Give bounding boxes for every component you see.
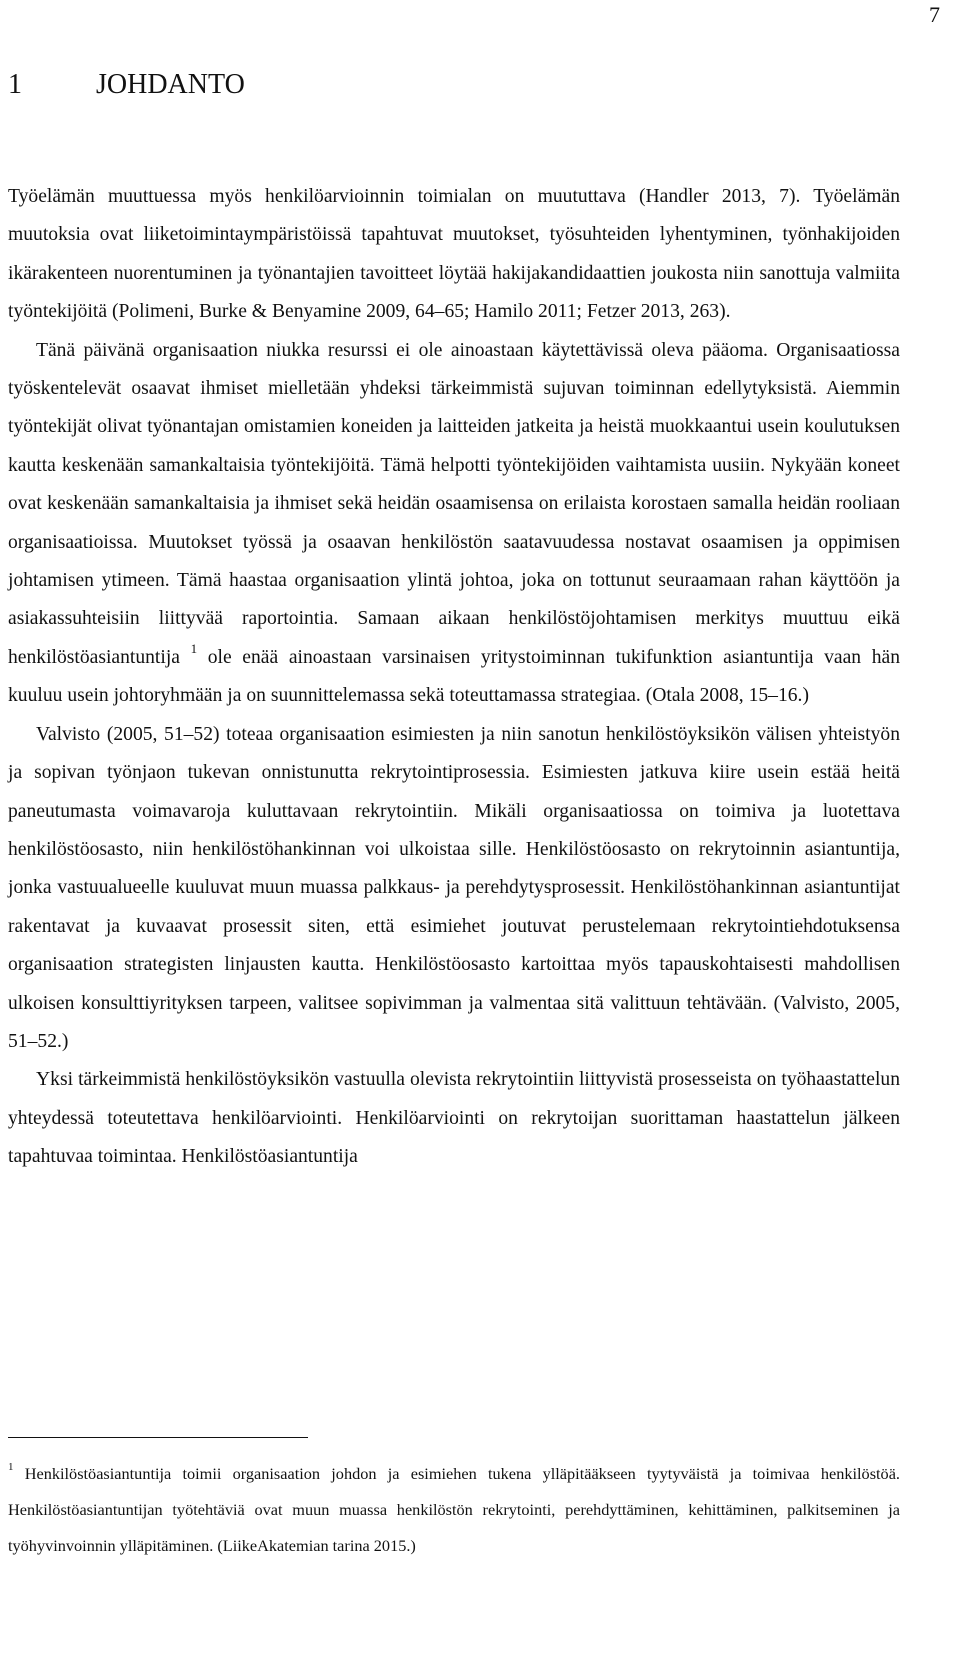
- footnote: [8, 1456, 900, 1564]
- page-number: 7: [929, 2, 940, 27]
- chapter-heading: [8, 68, 245, 102]
- chapter-number: 1: [8, 69, 22, 100]
- footnote-text: Henkilöstöasiantuntija toimii organisaation johdon ja esimiehen tukena ylläpitääkseen tyytyväistä ja toimivaa henkilöstöä. Henkilöstöasiantuntijan työtehtäviä ovat muun muassa henkilöstön rekrytointi, perehdyttäminen, kehittäminen, palkitseminen ja työhyvinvoinnin ylläpitäminen. (LiikeAkatemian tarina 2015.): [8, 1464, 900, 1555]
- footnote-separator: [8, 1437, 308, 1438]
- paragraph-3: Valvisto (2005, 51–52) toteaa organisaation esimiesten ja niin sanotun henkilöstöyksikön välisen yhteistyön ja sopivan työnjaon tukevan onnistunutta rekrytointiprosessia. Esimiesten jatkuva kiire usein estää heitä paneutumasta voimavaroja kuluttavaan rekrytointiin. Mikäli organisaatiossa on toimiva ja luotettava henkilöstöosasto, niin henkilöstöhankinnan voi ulkoistaa sille. Henkilöstöosasto on rekrytoinnin asiantuntija, jonka vastuualueelle kuuluvat muun muassa palkkaus- ja perehdytysprosessit. Henkilöstöhankinnan asiantuntijat rakentavat ja kuvaavat prosessit siten, että esimiehet joutuvat perustelemaan rekrytointiehdotuksensa organisaation strategisten linjausten kautta. Henkilöstöosasto kartoittaa myös tapauskohtaisesti mahdollisen ulkoisen konsulttiyrityksen tarpeen, valitsee sopivimman ja valmentaa sitä valittuun tehtävään. (Valvisto, 2005, 51–52.): [8, 723, 900, 1052]
- paragraph-2-text: Tänä päivänä organisaation niukka resurssi ei ole ainoastaan käytettävissä oleva pääoma. Organisaatiossa työskentelevät osaavat ihmiset mielletään yhdeksi tärkeimmistä sujuvan toiminnan edellytyksistä. Aiemmin työntekijät olivat työnantajan omistamien koneiden ja laitteiden jatkeita ja heistä muokkaantui usein koulutuksen kautta keskenään samankaltaisia työntekijöitä. Tämä helpotti työntekijöiden vaihtamista uusiin. Nykyään koneet ovat keskenään samankaltaisia ja ihmiset sekä heidän osaamisensa on erilaista korostaen samalla heidän rooliaan organisaatioissa. Muutokset työssä ja osaavan henkilöstön saatavuudessa nostavat osaamisen ja oppimisen johtamisen ytimeen. Tämä haastaa organisaation ylintä johtoa, joka on tottunut seuraamaan rahan käyttöön ja asiakassuhteisiin liittyvää raportointia. Samaan aikaan henkilöstöjohtamisen merkitys muuttuu eikä henkilöstöasiantuntija: [8, 339, 900, 668]
- chapter-title: JOHDANTO: [96, 69, 245, 100]
- footnote-marker: 1: [8, 1460, 14, 1473]
- footnote-reference: 1: [190, 641, 198, 657]
- paragraph-4: Yksi tärkeimmistä henkilöstöyksikön vastuulla olevista rekrytointiin liittyvistä prosesseista on työhaastattelun yhteydessä toteutettava henkilöarviointi. Henkilöarviointi on rekrytoijan suorittaman haastattelun jälkeen tapahtuvaa toimintaa. Henkilöstöasiantuntija: [8, 1069, 900, 1168]
- paragraph-2: [8, 332, 900, 716]
- body-text: [8, 178, 900, 1177]
- paragraph-2-text-continued: ole enää ainoastaan varsinaisen yritystoiminnan tukifunktion asiantuntija vaan hän kuuluu usein johtoryhmään ja on suunnittelemassa sekä toteuttamassa strategiaa. (Otala 2008, 15–16.): [8, 646, 901, 707]
- paragraph-1: Työelämän muuttuessa myös henkilöarvioinnin toimialan on muututtava (Handler 2013, 7). Työelämän muutoksia ovat liiketoimintaympäristöissä tapahtuvat muutokset, työsuhteiden lyhentyminen, työnhakijoiden ikärakenteen nuorentuminen ja työnantajien tavoitteet löytää hakijakandidaattien joukosta niin sanottuja valmiita työntekijöitä (Polimeni, Burke & Benyamine 2009, 64–65; Hamilo 2011; Fetzer 2013, 263).: [8, 186, 900, 323]
